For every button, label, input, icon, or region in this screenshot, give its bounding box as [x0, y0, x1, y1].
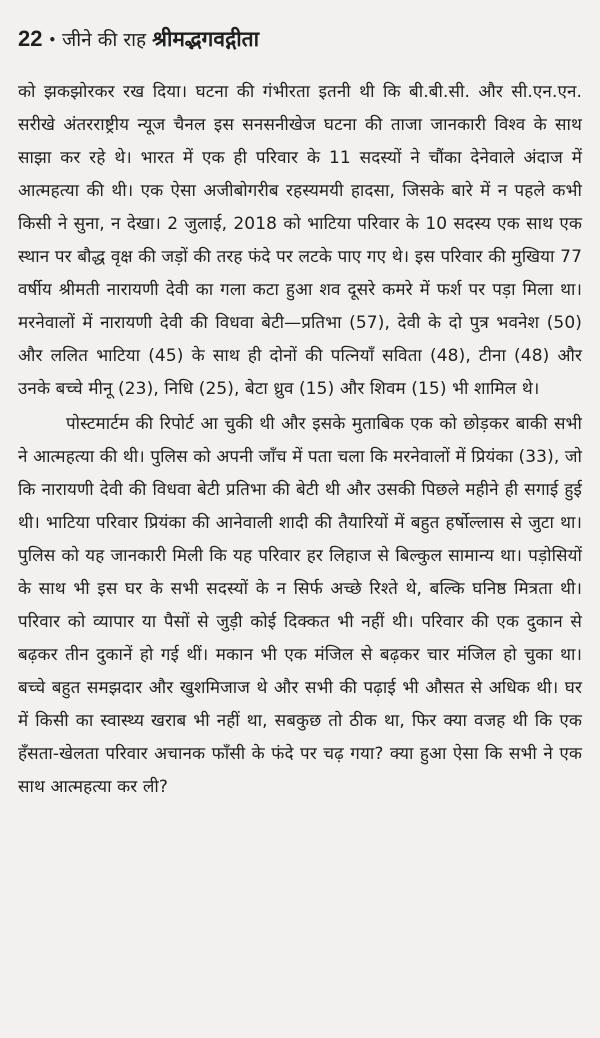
page-number: 22	[18, 26, 43, 51]
running-header	[18, 28, 582, 50]
paragraph-1: को झकझोरकर रख दिया। घटना की गंभीरता इतनी थी कि बी.बी.सी. और सी.एन.एन. सरीखे अंतरराष्ट्रीय न्यूज चैनल इस सनसनीखेज घटना की ताजा जानकारी विश्व के साथ साझा कर रहे थे। भारत में एक ही परिवार के 11 सदस्यों ने चौंका देनेवाले अंदाज में आत्महत्या की थी। एक ऐसा अजीबोगरीब रहस्यमयी हादसा, जिसके बारे में न पहले कभी किसी ने सुना, न देखा। 2 जुलाई, 2018 को भाटिया परिवार के 10 सदस्य एक साथ एक स्थान पर बौद्ध वृक्ष की जड़ों की तरह फंदे पर लटके पाए गए थे। इस परिवार की मुखिया 77 वर्षीय श्रीमती नारायणी देवी का गला कटा हुआ शव दूसरे कमरे में फर्श पर पड़ा मिला था। मरनेवालों में नारायणी देवी की विधवा बेटी—प्रतिभा (57), देवी के दो पुत्र भवनेश (50) और ललित भाटिया (45) के साथ ही दोनों की पत्नियाँ सविता (48), टीना (48) और उनके बच्चे मीनू (23), निधि (25), बेटा ध्रुव (15) और शिवम (15) भी शामिल थे।	[18, 82, 582, 399]
book-title: श्रीमद्भगवद्गीता	[152, 27, 260, 51]
header-separator: •	[48, 33, 57, 47]
paragraph-2: पोस्टमार्टम की रिपोर्ट आ चुकी थी और इसके मुताबिक एक को छोड़कर बाकी सभी ने आत्महत्या की थी। पुलिस को अपनी जाँच में पता चला कि मरनेवालों में प्रियंका (33), जो कि नारायणी देवी की विधवा बेटी प्रतिभा की बेटी थी और उसकी पिछले महीने ही सगाई हुई थी। भाटिया परिवार प्रियंका की आनेवाली शादी की तैयारियों में बहुत हर्षोल्लास से जुटा था। पुलिस को यह जानकारी मिली कि यह परिवार हर लिहाज से बिल्कुल सामान्य था। पड़ोसियों के साथ भी इस घर के सभी सदस्यों के न सिर्फ अच्छे रिश्ते थे, बल्कि घनिष्ठ मित्रता थी। परिवार को व्यापार या पैसों से जुड़ी कोई दिक्कत भी नहीं थी। परिवार की एक दुकान से बढ़कर तीन दुकानें हो गई थीं। मकान भी एक मंजिल से बढ़कर चार मंजिल हो चुका था। बच्चे बहुत समझदार और खुशमिजाज थे और सभी की पढ़ाई भी औसत से अधिक थी। घर में किसी का स्वास्थ्य खराब भी नहीं था, सबकुछ तो ठीक था, फिर क्या वजह थी कि एक हँसता-खेलता परिवार अचानक फाँसी के फंदे पर चढ़ गया? क्या हुआ ऐसा कि सभी ने एक साथ आत्महत्या कर ली?	[18, 414, 582, 797]
page-body	[18, 76, 582, 804]
series-title: जीने की राह	[62, 29, 147, 51]
